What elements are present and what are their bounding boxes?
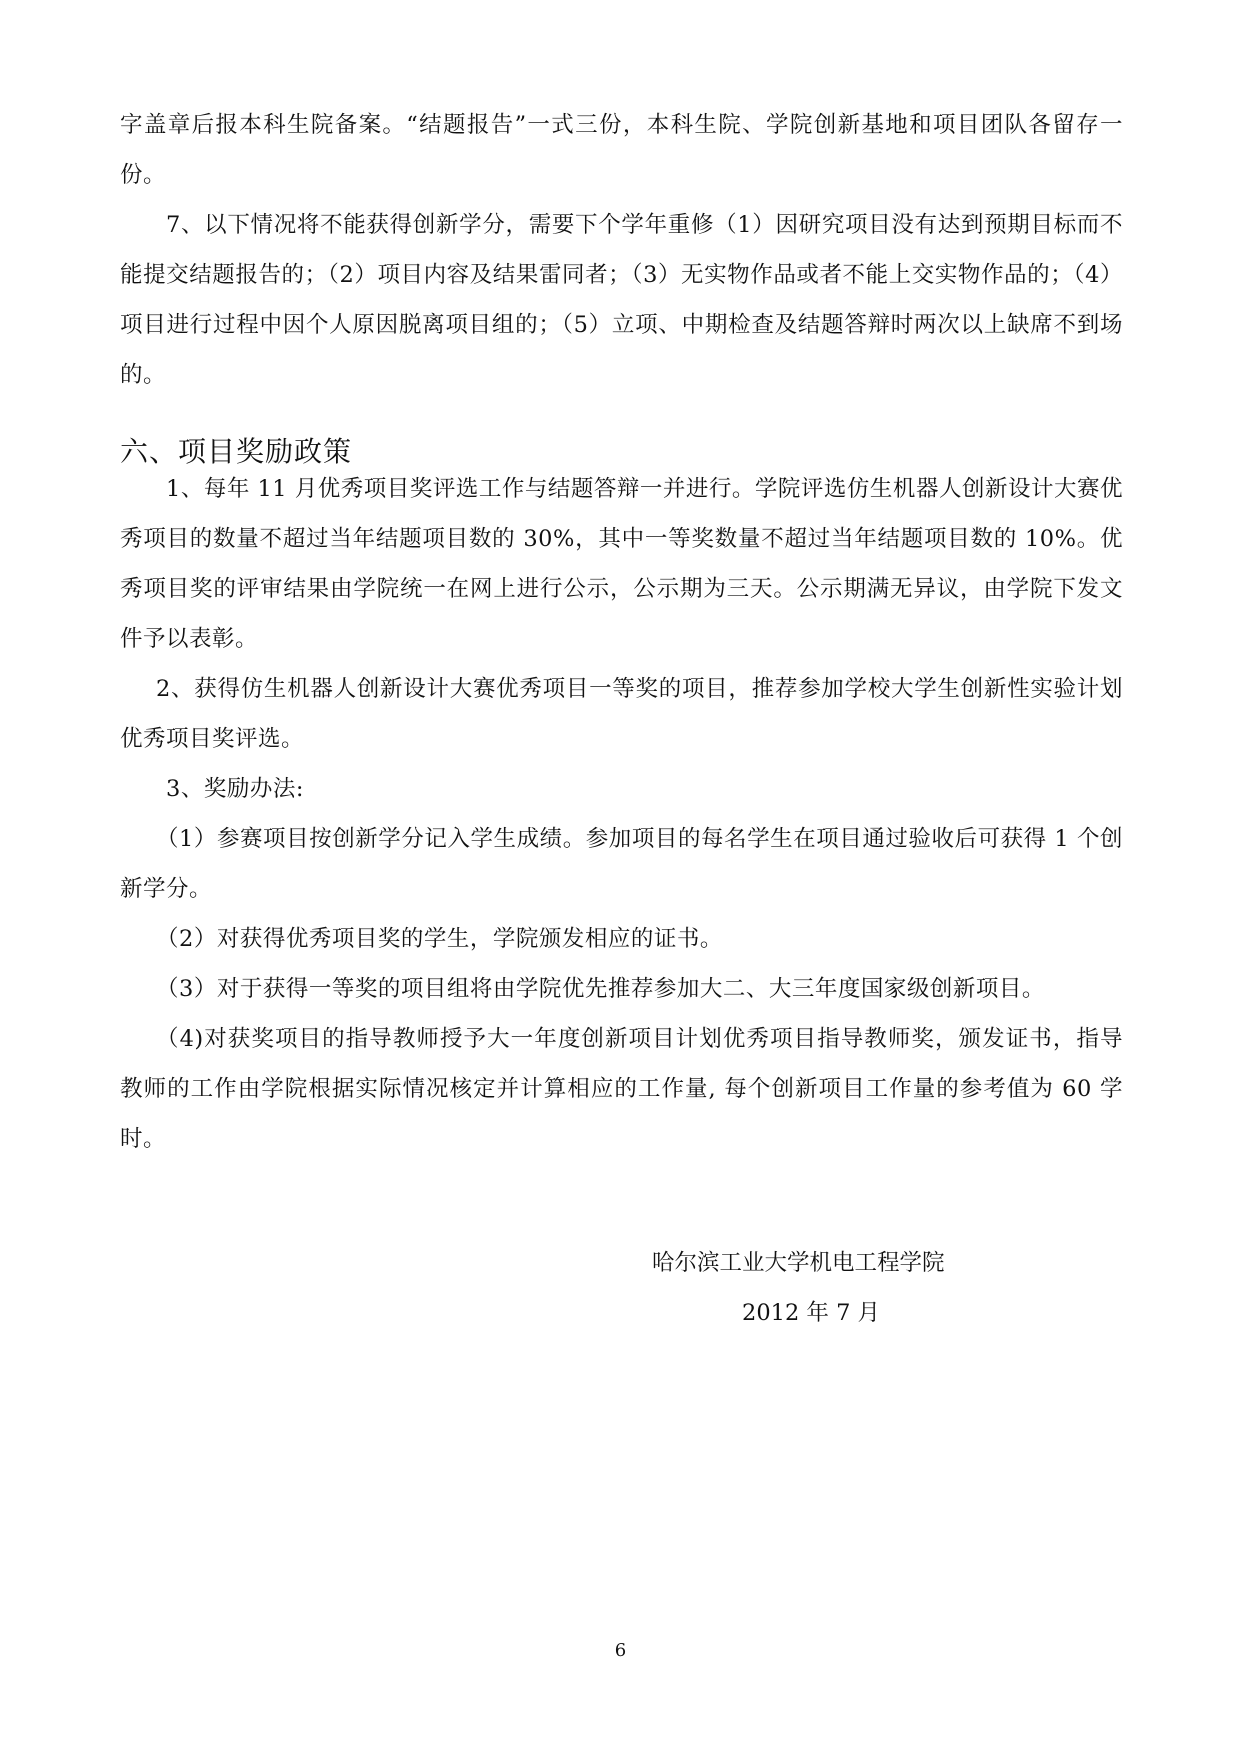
signature-date: 2012 年 7 月 bbox=[742, 1300, 881, 1326]
paragraph-item-3: 3、奖励办法: bbox=[166, 776, 304, 802]
continued-section bbox=[120, 100, 1123, 400]
page-number: 6 bbox=[614, 1640, 627, 1661]
section-heading: 六、项目奖励政策 bbox=[120, 435, 353, 468]
paragraph-reward-3: （3）对于获得一等奖的项目组将由学院优先推荐参加大二、大三年度国家级创新项目。 bbox=[156, 976, 1045, 1002]
paragraph-item-1: 1、每年 11 月优秀项目奖评选工作与结题答辩一并进行。学院评选仿生机器人创新设计大赛优秀项目的数量不超过当年结题项目数的 30%，其中一等奖数量不超过当年结题项目数的 10%。优秀项目奖的评审结果由学院统一在网上进行公示，公示期为三天。公示期满无异议，由学院下发文件予以表彰。 bbox=[120, 476, 1123, 652]
section-six-body bbox=[120, 464, 1123, 1164]
paragraph-reward-4: （4)对获奖项目的指导教师授予大一年度创新项目计划优秀项目指导教师奖，颁发证书，指导教师的工作由学院根据实际情况核定并计算相应的工作量, 每个创新项目工作量的参考值为 60 学时。 bbox=[120, 1026, 1123, 1152]
paragraph-item-2: 2、获得仿生机器人创新设计大赛优秀项目一等奖的项目，推荐参加学校大学生创新性实验计划优秀项目奖评选。 bbox=[120, 676, 1123, 752]
paragraph-reward-2: （2）对获得优秀项目奖的学生，学院颁发相应的证书。 bbox=[156, 926, 723, 952]
paragraph-item-7: 7、以下情况将不能获得创新学分，需要下个学年重修（1）因研究项目没有达到预期目标而不能提交结题报告的；（2）项目内容及结果雷同者；（3）无实物作品或者不能上交实物作品的；（4）项目进行过程中因个人原因脱离项目组的；（5）立项、中期检查及结题答辩时两次以上缺席不到场的。 bbox=[120, 212, 1123, 388]
paragraph-reward-1: （1）参赛项目按创新学分记入学生成绩。参加项目的每名学生在项目通过验收后可获得 1 个创新学分。 bbox=[120, 826, 1123, 902]
signature-organization: 哈尔滨工业大学机电工程学院 bbox=[652, 1250, 945, 1276]
paragraph-continued-report: 字盖章后报本科生院备案。“结题报告”一式三份，本科生院、学院创新基地和项目团队各留存一份。 bbox=[120, 112, 1123, 188]
